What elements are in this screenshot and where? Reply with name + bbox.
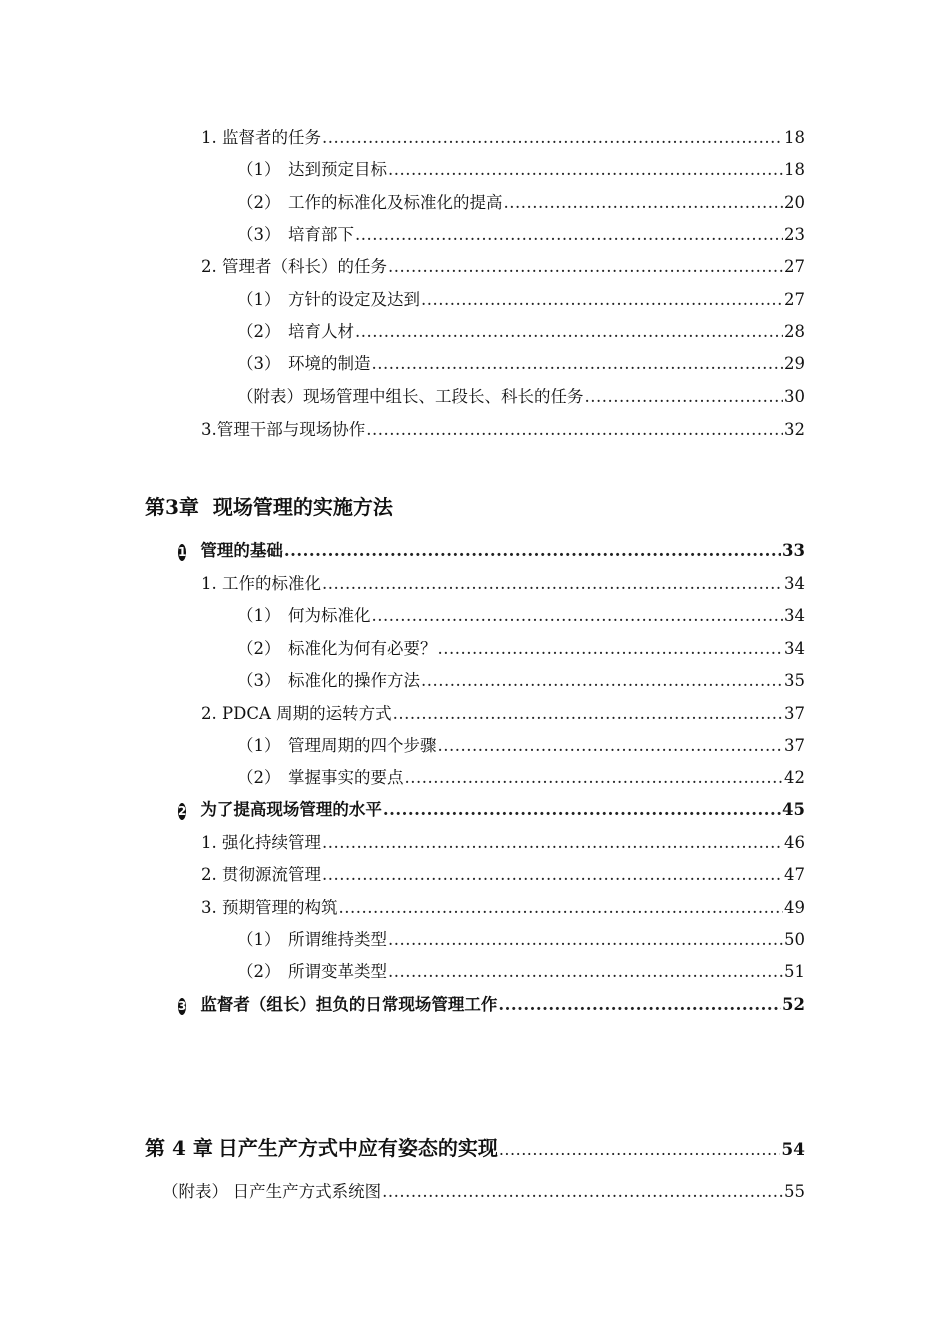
leader-dots bbox=[322, 127, 783, 149]
leader-dots bbox=[438, 735, 784, 757]
leader-dots bbox=[322, 864, 783, 886]
toc-entry-page: 29 bbox=[784, 354, 805, 373]
toc-entry-page: 32 bbox=[784, 420, 805, 439]
toc-entry-label: 方针的设定及达到 bbox=[288, 290, 420, 309]
chapter-heading[interactable] bbox=[145, 1135, 805, 1163]
toc-section-page: 52 bbox=[782, 995, 805, 1014]
toc-entry-label: 日产生产方式系统图 bbox=[232, 1182, 382, 1201]
toc-entry[interactable] bbox=[237, 386, 805, 408]
toc-entry-number: （1） bbox=[237, 160, 281, 179]
toc-section-label: 监督者（组长）担负的日常现场管理工作 bbox=[200, 995, 498, 1014]
toc-entry-label: 标准化为何有必要？ bbox=[288, 639, 437, 658]
toc-entry[interactable] bbox=[237, 735, 805, 757]
toc-entry-page: 20 bbox=[784, 193, 805, 212]
leader-dots bbox=[372, 605, 784, 627]
toc-entry-label: 工作的标准化及标准化的提高 bbox=[288, 193, 503, 212]
toc-entry-page: 27 bbox=[784, 257, 805, 276]
toc-entry-number: （1） bbox=[237, 606, 281, 625]
toc-section-label: 为了提高现场管理的水平 bbox=[200, 800, 382, 819]
toc-entry[interactable] bbox=[237, 605, 805, 627]
toc-entry[interactable] bbox=[237, 929, 805, 951]
toc-entry-label: 2. 贯彻源流管理 bbox=[201, 865, 321, 884]
toc-entry-label: 2. 管理者（科长）的任务 bbox=[201, 257, 387, 276]
toc-entry-number: （3） bbox=[237, 354, 281, 373]
toc-entry-page: 49 bbox=[784, 898, 805, 917]
chapter-number: 第 4 章 bbox=[145, 1136, 213, 1160]
toc-entry-label: 标准化的操作方法 bbox=[288, 671, 420, 690]
leader-dots bbox=[498, 994, 781, 1016]
toc-entry-number: （2） bbox=[237, 193, 281, 212]
toc-entry-page: 18 bbox=[784, 128, 805, 147]
leader-dots bbox=[388, 256, 783, 278]
section-number-icon: 2 bbox=[178, 804, 187, 818]
toc-entry-number: （2） bbox=[237, 768, 281, 787]
toc-entry[interactable] bbox=[201, 127, 805, 149]
leader-dots bbox=[388, 159, 783, 181]
toc-entry-page: 30 bbox=[784, 387, 805, 406]
leader-dots bbox=[388, 961, 783, 983]
toc-entry-label: 1. 监督者的任务 bbox=[201, 128, 321, 147]
toc-entry[interactable] bbox=[237, 159, 805, 181]
toc-entry-label: 环境的制造 bbox=[288, 354, 371, 373]
toc-entry[interactable] bbox=[201, 832, 805, 854]
chapter-page: 54 bbox=[781, 1140, 805, 1160]
toc-entry-label: 掌握事实的要点 bbox=[288, 768, 404, 787]
leader-dots bbox=[322, 573, 783, 595]
toc-entry-page: 42 bbox=[784, 768, 805, 787]
chapter-title: 日产生产方式中应有姿态的实现 bbox=[217, 1136, 498, 1160]
toc-entry-page: 34 bbox=[784, 606, 805, 625]
leader-dots bbox=[284, 540, 781, 562]
toc-entry-number: （1） bbox=[237, 290, 281, 309]
toc-section[interactable] bbox=[178, 540, 805, 562]
toc-entry[interactable] bbox=[237, 670, 805, 692]
toc-entry-label: 1. 工作的标准化 bbox=[201, 574, 321, 593]
chapter-heading[interactable] bbox=[145, 494, 393, 520]
toc-entry-page: 47 bbox=[784, 865, 805, 884]
toc-entry-label: 1. 强化持续管理 bbox=[201, 833, 321, 852]
toc-entry-page: 18 bbox=[784, 160, 805, 179]
toc-entry-label: 所谓变革类型 bbox=[288, 962, 387, 981]
toc-entry[interactable] bbox=[237, 321, 805, 343]
toc-entry-number: （3） bbox=[237, 671, 281, 690]
toc-entry[interactable] bbox=[162, 1181, 805, 1203]
toc-entry[interactable] bbox=[237, 961, 805, 983]
toc-entry-page: 35 bbox=[784, 671, 805, 690]
toc-entry-label: 3. 预期管理的构筑 bbox=[201, 898, 338, 917]
toc-entry[interactable] bbox=[201, 256, 805, 278]
toc-entry[interactable] bbox=[237, 353, 805, 375]
toc-entry[interactable] bbox=[237, 192, 805, 214]
toc-entry-page: 37 bbox=[784, 704, 805, 723]
toc-entry-number: （2） bbox=[237, 962, 281, 981]
toc-entry-page: 50 bbox=[784, 930, 805, 949]
leader-dots bbox=[405, 767, 784, 789]
toc-entry[interactable] bbox=[201, 897, 805, 919]
toc-entry-label: 2. PDCA 周期的运转方式 bbox=[201, 704, 392, 723]
toc-entry-number: （1） bbox=[237, 930, 281, 949]
leader-dots bbox=[585, 386, 784, 408]
leader-dots bbox=[388, 929, 783, 951]
toc-entry-page: 34 bbox=[784, 639, 805, 658]
toc-entry-number: （3） bbox=[237, 225, 281, 244]
toc-section-page: 33 bbox=[782, 541, 805, 560]
leader-dots bbox=[421, 670, 783, 692]
chapter-number: 第3章 bbox=[145, 495, 199, 519]
toc-entry[interactable] bbox=[201, 419, 805, 441]
toc-entry-label: 达到预定目标 bbox=[288, 160, 387, 179]
toc-entry-page: 28 bbox=[784, 322, 805, 341]
toc-entry-number: （2） bbox=[237, 322, 281, 341]
section-number-icon: 1 bbox=[178, 545, 187, 559]
toc-entry[interactable] bbox=[201, 573, 805, 595]
leader-dots bbox=[421, 289, 783, 311]
toc-entry-page: 46 bbox=[784, 833, 805, 852]
toc-entry-number: （2） bbox=[237, 639, 281, 658]
toc-entry-page: 37 bbox=[784, 736, 805, 755]
leader-dots bbox=[366, 419, 783, 441]
toc-entry-prefix: （附表） bbox=[162, 1182, 228, 1201]
section-number-icon: 3 bbox=[178, 999, 187, 1013]
toc-section[interactable] bbox=[178, 799, 805, 821]
leader-dots bbox=[504, 192, 784, 214]
leader-dots bbox=[438, 638, 784, 660]
leader-dots bbox=[383, 799, 781, 821]
toc-entry-page: 27 bbox=[784, 290, 805, 309]
toc-section-page: 45 bbox=[782, 800, 805, 819]
toc-entry-label: 管理周期的四个步骤 bbox=[288, 736, 437, 755]
toc-entry[interactable] bbox=[237, 224, 805, 246]
toc-entry-label: （附表）现场管理中组长、工段长、科长的任务 bbox=[237, 387, 584, 406]
leader-dots bbox=[382, 1181, 783, 1203]
toc-entry-label: 培育人材 bbox=[288, 322, 354, 341]
toc-entry-page: 34 bbox=[784, 574, 805, 593]
toc-entry-label: 3.管理干部与现场协作 bbox=[201, 420, 366, 439]
leader-dots bbox=[339, 897, 784, 919]
toc-entry-page: 55 bbox=[784, 1182, 805, 1201]
toc-entry-label: 所谓维持类型 bbox=[288, 930, 387, 949]
toc-entry-page: 51 bbox=[784, 962, 805, 981]
toc-entry[interactable] bbox=[201, 703, 805, 725]
toc-entry[interactable] bbox=[237, 638, 805, 660]
toc-section-label: 管理的基础 bbox=[200, 541, 283, 560]
leader-dots bbox=[355, 224, 783, 246]
toc-entry-page: 23 bbox=[784, 225, 805, 244]
leader-dots bbox=[355, 321, 783, 343]
toc-entry[interactable] bbox=[237, 289, 805, 311]
leader-dots bbox=[499, 1137, 780, 1163]
leader-dots bbox=[393, 703, 783, 725]
toc-entry-number: （1） bbox=[237, 736, 281, 755]
toc-section[interactable] bbox=[178, 994, 805, 1016]
toc-entry-label: 培育部下 bbox=[288, 225, 354, 244]
toc-entry[interactable] bbox=[237, 767, 805, 789]
toc-entry[interactable] bbox=[201, 864, 805, 886]
leader-dots bbox=[322, 832, 783, 854]
chapter-title: 现场管理的实施方法 bbox=[212, 495, 393, 519]
toc-entry-label: 何为标准化 bbox=[288, 606, 371, 625]
leader-dots bbox=[372, 353, 784, 375]
